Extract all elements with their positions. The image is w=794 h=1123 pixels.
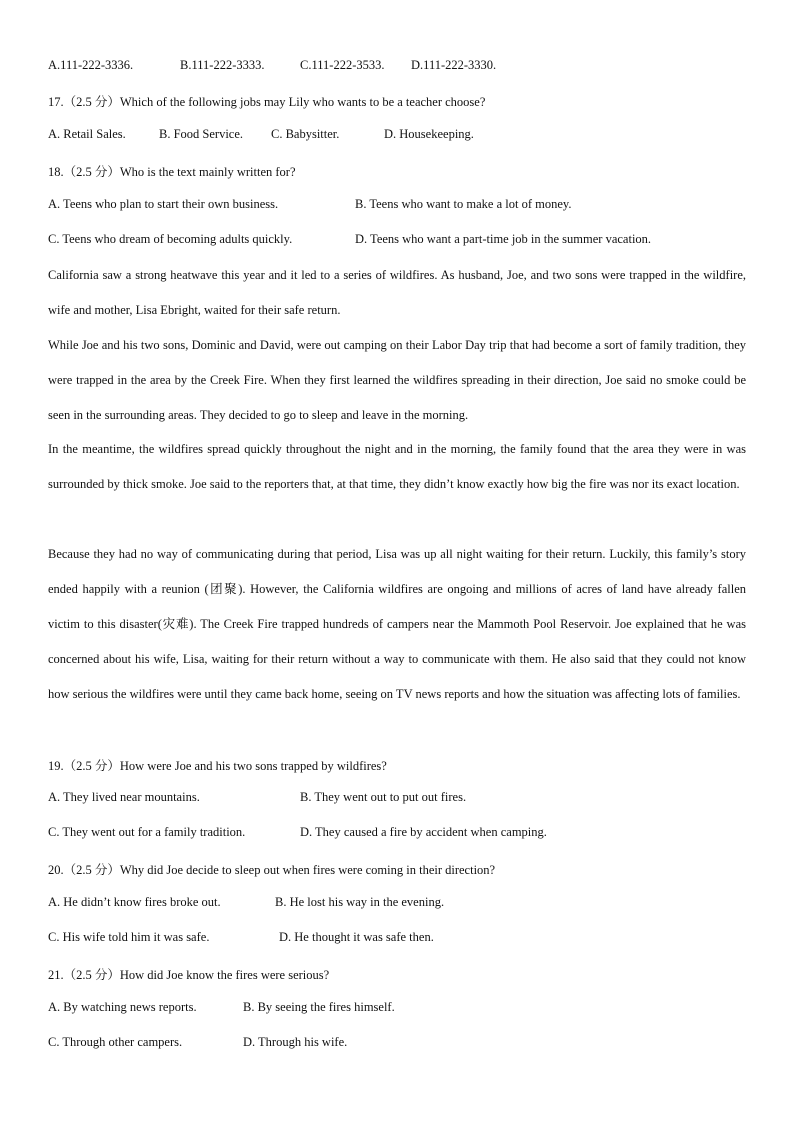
- passage-paragraph: Because they had no way of communicating during that period, Lisa was up all night waiting for their return. Luckily, this family’s story ended happily with a reunion (团聚). However, the California wildfires are ongoing and millions of acres of land have already fallen victim to this disaster(灾难). The Creek Fire trapped hundreds of campers near the Mammoth Pool Reservoir. Joe explained that he was concerned about his wife, Lisa, waiting for their return without a way to communicate with them. He also said that they could not know how serious the wildfires were until they came back home, seeing on TV news reports and how the situation was affecting lots of families.: [48, 547, 746, 701]
- passage-paragraph: California saw a strong heatwave this year and it led to a series of wildfires. As husband, Joe, and two sons were trapped in the wildfire, wife and mother, Lisa Ebright, waited for their safe return.: [48, 268, 746, 317]
- option-b: B. Food Service.: [159, 127, 244, 141]
- option-c: C. Through other campers.: [48, 1035, 183, 1049]
- option-c: C. His wife told him it was safe.: [48, 930, 210, 944]
- option-d: D. Housekeeping.: [384, 127, 474, 141]
- option-a: A. Teens who plan to start their own business.: [48, 197, 279, 211]
- question-stem: 19.（2.5 分）How were Joe and his two sons trapped by wildfires?: [48, 759, 387, 773]
- passage-paragraph: In the meantime, the wildfires spread quickly throughout the night and in the morning, the family found that the area they were in was surrounded by thick smoke. Joe said to the reporters that, at that time, they didn’t know exactly how big the fire was nor its exact location.: [48, 442, 746, 491]
- option-a: A. He didn’t know fires broke out.: [48, 895, 221, 909]
- option-d: D. He thought it was safe then.: [279, 930, 434, 944]
- question-stem: 17.（2.5 分）Which of the following jobs may Lily who wants to be a teacher choose?: [48, 95, 486, 109]
- question-stem: 20.（2.5 分）Why did Joe decide to sleep out when fires were coming in their direction?: [48, 863, 496, 877]
- option-c: C. Teens who dream of becoming adults quickly.: [48, 232, 293, 246]
- option-c: C. They went out for a family tradition.: [48, 825, 246, 839]
- question-stem: 18.（2.5 分）Who is the text mainly written for?: [48, 165, 296, 179]
- option-a: A. They lived near mountains.: [48, 790, 200, 804]
- option-c: C. Babysitter.: [271, 127, 340, 141]
- option-d: D. They caused a fire by accident when camping.: [300, 825, 547, 839]
- option-b: B. Teens who want to make a lot of money.: [355, 197, 572, 211]
- option-b: B. They went out to put out fires.: [300, 790, 467, 804]
- option-b: B. By seeing the fires himself.: [243, 1000, 395, 1014]
- option-a: A.111-222-3336.: [48, 58, 134, 72]
- option-b: B. He lost his way in the evening.: [275, 895, 445, 909]
- option-b: B.111-222-3333.: [180, 58, 265, 72]
- option-a: A. Retail Sales.: [48, 127, 126, 141]
- option-d: D. Through his wife.: [243, 1035, 348, 1049]
- option-c: C.111-222-3533.: [300, 58, 385, 72]
- option-a: A. By watching news reports.: [48, 1000, 197, 1014]
- passage-paragraph: While Joe and his two sons, Dominic and David, were out camping on their Labor Day trip that had become a sort of family tradition, they were trapped in the area by the Creek Fire. When they first learned the wildfires spreading in their direction, Joe said no smoke could be seen in the surrounding areas. They decided to go to sleep and leave in the morning.: [48, 338, 746, 422]
- option-d: D. Teens who want a part-time job in the summer vacation.: [355, 232, 652, 246]
- option-d: D.111-222-3330.: [411, 58, 497, 72]
- question-stem: 21.（2.5 分）How did Joe know the fires were serious?: [48, 968, 330, 982]
